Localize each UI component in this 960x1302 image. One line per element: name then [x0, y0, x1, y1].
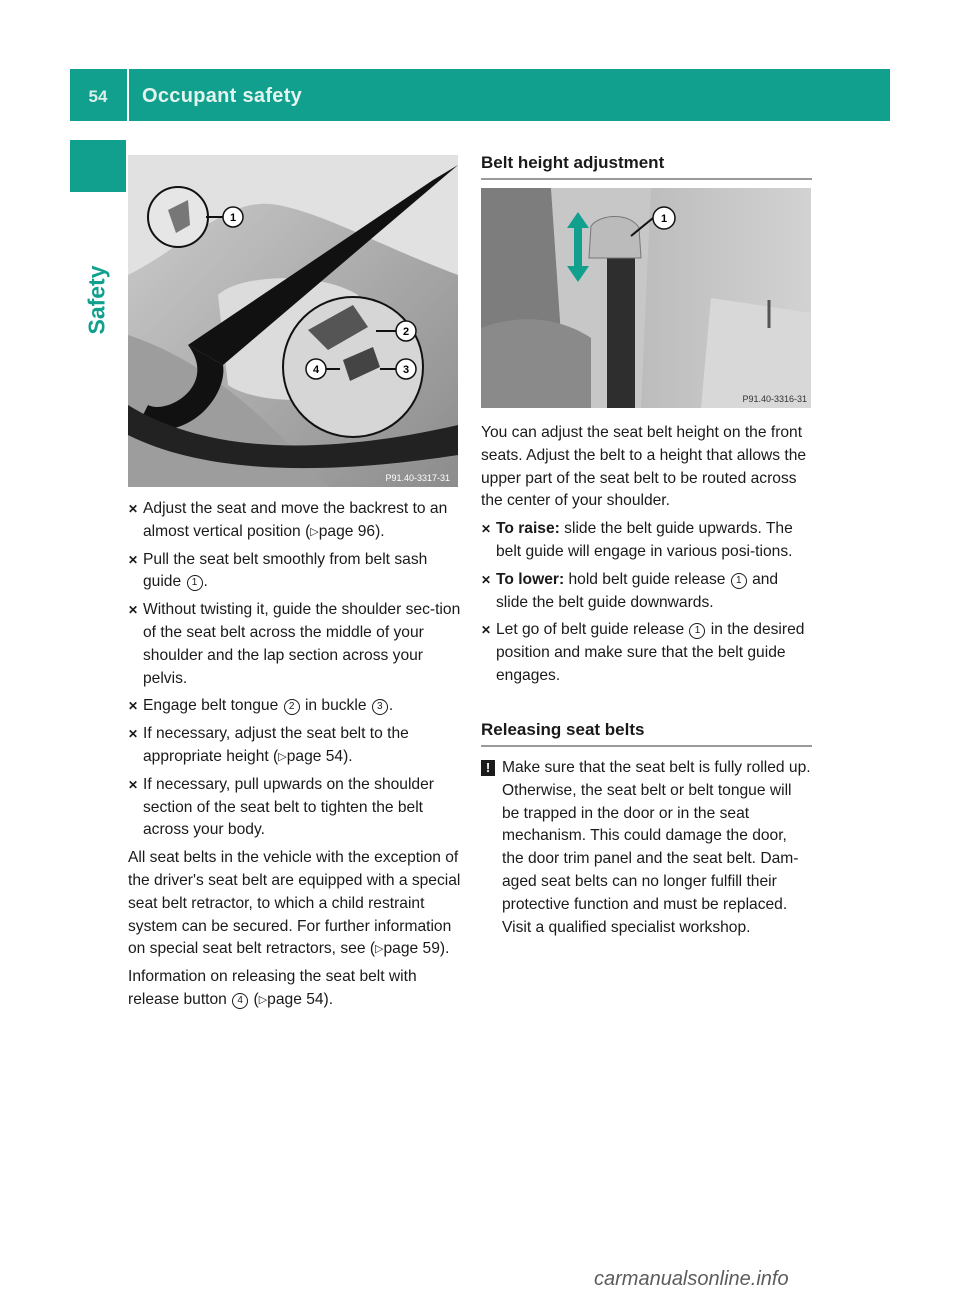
header-divider: [127, 69, 129, 121]
page-ref-icon: ▷: [258, 993, 268, 1006]
page-number: 54: [88, 87, 108, 106]
list-item: ✕ To lower: hold belt guide release 1 and slide the belt guide downwards.: [481, 570, 779, 611]
list-item: ✕ If necessary, adjust the seat belt to the appropriate height (▷page 54).: [128, 725, 409, 765]
list-item: ✕ Let go of belt guide release 1 in the desired position and make sure that the belt guide engages.: [481, 621, 805, 684]
seat-shoulder: [481, 319, 591, 408]
page-ref-icon: ▷: [375, 943, 384, 956]
warning-icon: !: [481, 760, 495, 776]
warning-block: [481, 757, 812, 939]
page-ref-icon: ▷: [278, 750, 287, 763]
callout-3: 3: [402, 364, 410, 376]
callout-ref: 3: [372, 699, 388, 715]
step-arrow-icon: ✕: [128, 777, 139, 792]
callout-2: 2: [402, 326, 410, 338]
list-item: ✕ Pull the seat belt smoothly from belt sash guide 1 .: [128, 550, 428, 591]
door-trim: [701, 298, 811, 408]
paragraph: You can adjust the seat belt height on the front seats. Adjust the belt to a height that allows the upper part of the seat belt to be routed across the center of your shoulder.: [481, 424, 807, 510]
section-heading: Releasing seat belts: [481, 720, 812, 747]
belt-strap: [607, 243, 635, 408]
step-arrow-icon: ✕: [128, 552, 139, 567]
figure-code: P91.40-3316-31: [742, 394, 807, 404]
paragraph: All seat belts in the vehicle with the exception of the driver's seat belt are equipped with a special seat belt retractor, to which a child restraint system can be secured. For further information on special seat belt retractors, see (▷page 59).: [128, 849, 461, 958]
list-item: ✕ Without twisting it, guide the shoulder sec-tion of the seat belt across the middle of your shoulder and the lap section across your pelvis.: [128, 601, 461, 687]
callout-ref: 1: [187, 575, 203, 591]
page-ref-link[interactable]: page 59: [383, 940, 440, 958]
page-ref-icon: ▷: [310, 525, 319, 538]
step-arrow-icon: ✕: [481, 572, 492, 587]
paragraph: Information on releasing the seat belt with release button 4 (▷page 54).: [128, 968, 417, 1008]
page-title: Occupant safety: [142, 85, 303, 107]
step-arrow-icon: ✕: [128, 699, 139, 714]
belt-guide: [589, 216, 641, 258]
section-heading: Belt height adjustment: [481, 153, 812, 180]
callout-1: 1: [660, 213, 668, 225]
step-arrow-icon: ✕: [481, 522, 492, 537]
section-tab-marker: [70, 140, 126, 192]
step-arrow-icon: ✕: [481, 623, 492, 638]
callout-1: 1: [229, 212, 237, 224]
step-arrow-icon: ✕: [128, 502, 139, 516]
step-arrow-icon: ✕: [128, 727, 139, 742]
list-item: ✕ To raise: slide the belt guide upwards. The belt guide will engage in various posi-tions.: [481, 520, 793, 560]
belt-height-illustration: [481, 188, 811, 408]
watermark: carmanualsonline.info: [594, 1268, 789, 1290]
callout-ref: 1: [731, 573, 747, 589]
list-item: ✕ If necessary, pull upwards on the shoulder section of the seat belt to tighten the belt across your body.: [128, 775, 434, 839]
right-column: [481, 422, 812, 693]
callout-4: 4: [312, 364, 320, 376]
page-header: [70, 69, 890, 121]
left-column: [128, 498, 462, 1017]
step-arrow-icon: ✕: [128, 603, 139, 618]
callout-ref: 1: [689, 623, 705, 639]
list-item: ✕ Engage belt tongue 2 in buckle 3 .: [128, 695, 462, 718]
figure-code: P91.40-3317-31: [385, 473, 450, 483]
section-tab-text: Safety: [83, 265, 110, 335]
page-ref-link[interactable]: page 54: [267, 990, 324, 1008]
seat-belt-illustration: [128, 155, 458, 487]
list-item: ✕ Adjust the seat and move the backrest to an almost vertical position (▷page 96).: [128, 500, 448, 540]
section-tab-label: [82, 260, 112, 340]
page-ref-link[interactable]: page 54: [286, 747, 344, 765]
callout-ref: 2: [284, 699, 300, 715]
warning-note: ! Make sure that the seat belt is fully rolled up. Otherwise, the seat belt or belt tongue will be trapped in the door or in the seat mechanism. This could damage the door, the door trim panel and the seat belt. Dam-aged seat belts can no longer fulfill their protective function and must be replaced. Visit a qualified specialist workshop.: [481, 757, 812, 939]
callout-ref: 4: [232, 993, 248, 1009]
page-ref-link[interactable]: page 96: [318, 522, 376, 540]
